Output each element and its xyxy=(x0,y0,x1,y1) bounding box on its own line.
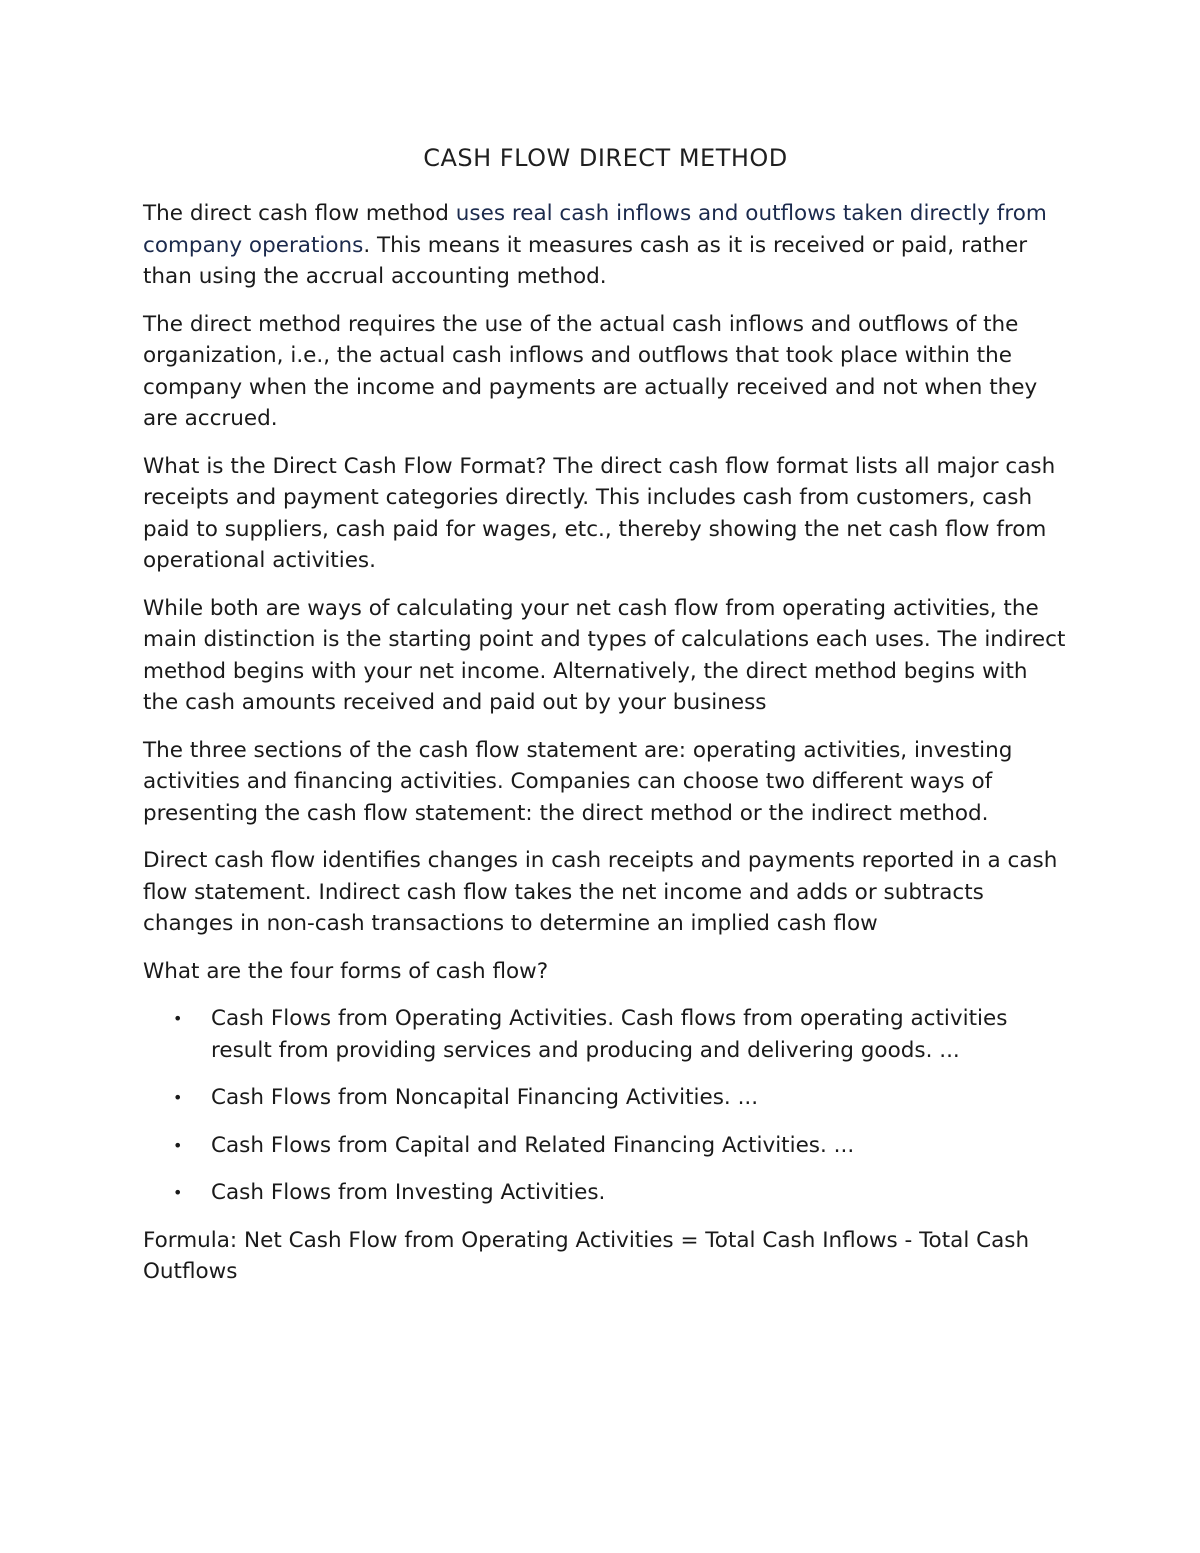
paragraph-intro-end: . This means it measures cash as it is received or paid, rather than using the accrual accounting method. xyxy=(143,232,1028,289)
forms-list xyxy=(143,1003,1068,1209)
list-item xyxy=(143,1082,1068,1114)
paragraph-comparison: While both are ways of calculating your net cash flow from operating activities, the main distinction is the starting point and types of calculations each uses. The indirect method begins with your net income. Alternatively, the direct method begins with the cash amounts received and paid out by your business xyxy=(143,595,1066,715)
paragraph-sections: The three sections of the cash flow statement are: operating activities, investing activities and financing activities. Companies can choose two different ways of presenting the cash flow statement: the direct method or the indirect method. xyxy=(143,737,1013,826)
paragraph-direct-vs-indirect: Direct cash flow identifies changes in cash receipts and payments reported in a cash flow statement. Indirect cash flow takes the net income and adds or subtracts changes in non-cash transactions to determine an implied cash flow xyxy=(143,848,1058,936)
list-item-text: Cash Flows from Operating Activities. Cash flows from operating activities result from providing services and producing and delivering goods. ... xyxy=(211,1006,1008,1063)
list-item-text: Cash Flows from Noncapital Financing Activities. ... xyxy=(211,1085,759,1110)
bullet-icon: • xyxy=(173,1183,183,1202)
paragraph-format: What is the Direct Cash Flow Format? The direct cash flow format lists all major cash receipts and payment categories directly. This includes cash from customers, cash paid to suppliers, cash paid for wages, etc., thereby showing the net cash flow from operational activities. xyxy=(143,453,1056,573)
bullet-icon: • xyxy=(173,1135,183,1155)
list-item xyxy=(143,1177,1068,1209)
formula-text: Formula: Net Cash Flow from Operating Activities = Total Cash Inflows - Total Cash Outflows xyxy=(143,1227,1030,1284)
bullet-icon: • xyxy=(173,1009,183,1028)
highlighted-phrase: uses real cash inflows and outflows taken directly from company operations xyxy=(143,201,1047,258)
bullet-icon: • xyxy=(173,1088,183,1107)
list-item-text: Cash Flows from Investing Activities. xyxy=(211,1180,606,1205)
paragraph-direct-method: The direct method requires the use of the actual cash inflows and outflows of the organization, i.e., the actual cash inflows and outflows that took place within the company when the income and payments are actually received and not when they are accrued. xyxy=(143,311,1038,431)
paragraph-intro xyxy=(143,198,1068,293)
paragraph-intro-start: The direct cash flow method xyxy=(143,201,456,226)
question-four-forms: What are the four forms of cash flow? xyxy=(143,958,549,984)
document-page xyxy=(143,138,1068,1304)
list-item-text: Cash Flows from Capital and Related Financing Activities. ... xyxy=(211,1132,855,1158)
list-item xyxy=(143,1130,1068,1162)
list-item xyxy=(143,1003,1068,1066)
document-title: CASH FLOW DIRECT METHOD xyxy=(423,144,788,172)
